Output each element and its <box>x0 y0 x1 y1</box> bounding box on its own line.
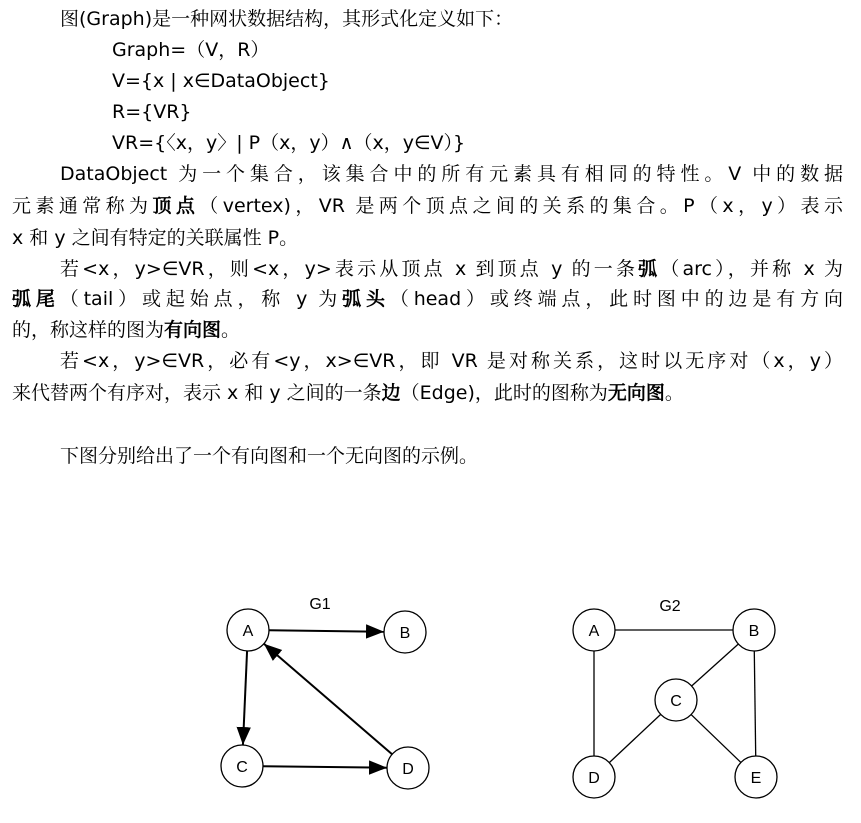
vertex-label: B <box>399 625 411 642</box>
bold-term: 弧尾 <box>12 288 60 310</box>
arc-D-A <box>264 644 392 755</box>
text-segment: 下图分别给出了一个有向图和一个无向图的示例。 <box>60 445 479 467</box>
edge-B-E <box>754 651 755 756</box>
text-segment: 来代替两个有序对，表示 x 和 y 之间的一条 <box>12 382 382 404</box>
text-segment: （tail）或起始点，称 y 为 <box>59 288 343 310</box>
vertex-label: D <box>588 770 600 787</box>
text-segment: 的，称这样的图为 <box>12 319 165 341</box>
text-segment: （head）或终端点，此时图中的边是有方向 <box>389 288 843 310</box>
bold-term: 边 <box>381 382 401 404</box>
text-segment: V={x | x∈DataObject} <box>112 70 330 92</box>
bold-term: 弧 <box>638 258 661 280</box>
vertex-label: A <box>242 623 254 640</box>
text-segment: Graph=（V，R） <box>112 39 270 61</box>
text-segment: 元素通常称为 <box>12 195 153 217</box>
vertex-label: B <box>748 623 760 640</box>
vertex-label: C <box>670 693 682 710</box>
text-segment: 图(Graph)是一种网状数据结构，其形式化定义如下： <box>60 8 514 30</box>
text-segment: （arc），并称 x 为 <box>660 258 843 280</box>
graph-title: G2 <box>659 598 681 615</box>
vertex-label: D <box>402 761 414 778</box>
bold-term: 弧头 <box>342 288 390 310</box>
text-segment: （vertex)，VR 是两个顶点之间的关系的集合。P（x，y）表示 <box>199 195 843 217</box>
text-segment: DataObject 为一个集合，该集合中的所有元素具有相同的特性。V 中的数据 <box>60 163 843 185</box>
text-segment: 。 <box>664 382 684 404</box>
text-segment: 若<x，y>∈VR，必有<y，x>∈VR，即 VR 是对称关系，这时以无序对（x，y） <box>60 350 843 372</box>
text-segment: R={VR} <box>112 101 192 123</box>
arc-C-D <box>263 766 387 767</box>
edge-C-D <box>609 714 660 762</box>
edge-C-E <box>691 715 741 763</box>
bold-term: 无向图 <box>607 382 665 404</box>
graph-title: G1 <box>309 596 331 613</box>
text-segment: （Edge)，此时的图称为 <box>400 382 608 404</box>
text-segment: 。 <box>221 319 241 341</box>
vertex-label: C <box>236 759 248 776</box>
bold-term: 顶点 <box>152 195 200 217</box>
text-segment: 若<x，y>∈VR，则<x，y>表示从顶点 x 到顶点 y 的一条 <box>60 258 639 280</box>
text-segment: x 和 y 之间有特定的关联属性 P。 <box>12 227 299 249</box>
bold-term: 有向图 <box>164 319 222 341</box>
arc-A-B <box>269 630 384 631</box>
text-segment: VR={〈x，y〉| P（x，y）∧（x，y∈V）} <box>112 132 466 154</box>
edge-B-C <box>692 644 739 686</box>
vertex-label: A <box>588 623 600 640</box>
arc-A-C <box>243 651 247 745</box>
vertex-label: E <box>750 770 762 787</box>
